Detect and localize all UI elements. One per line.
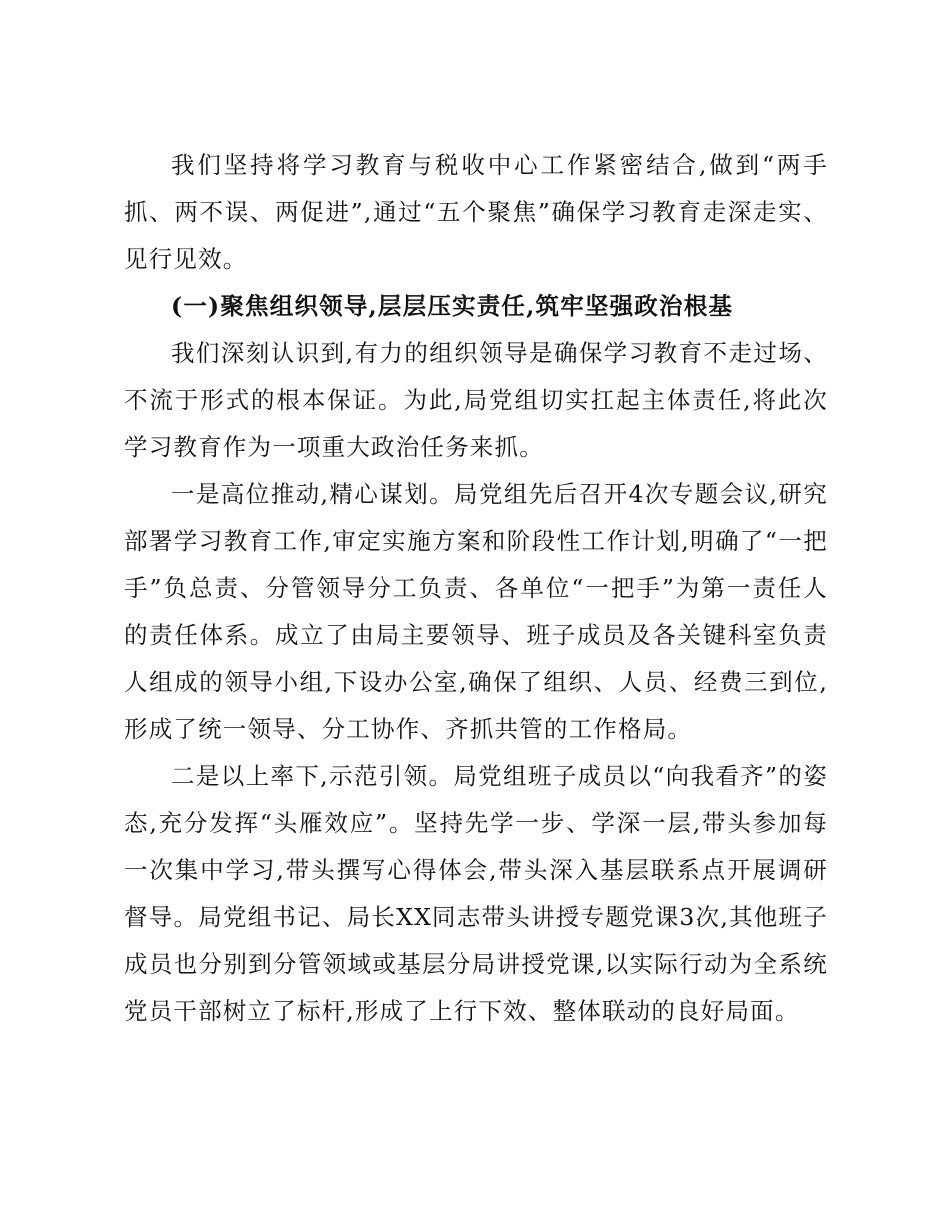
- document-body: [124, 142, 828, 1035]
- section-heading: (一)聚焦组织领导,层层压实责任,筑牢坚强政治根基: [171, 292, 734, 320]
- paragraph-section-intro: 我们深刻认识到,有力的组织领导是确保学习教育不走过场、不流于形式的根本保证。为此,局党组切实扛起主体责任,将此次学习教育作为一项重大政治任务来抓。: [124, 339, 828, 461]
- paragraph-intro: 我们坚持将学习教育与税收中心工作紧密结合,做到“两手抓、两不误、两促进”,通过“五个聚焦”确保学习教育走深走实、见行见效。: [124, 151, 828, 273]
- paragraph-point-one: 一是高位推动,精心谋划。局党组先后召开4次专题会议,研究部署学习教育工作,审定实施方案和阶段性工作计划,明确了“一把手”负总责、分管领导分工负责、各单位“一把手”为第一责任人的责任体系。成立了由局主要领导、班子成员及各关键科室负责人组成的领导小组,下设办公室,确保了组织、人员、经费三到位,形成了统一领导、分工协作、齐抓共管的工作格局。: [124, 480, 828, 743]
- paragraph-point-two: 二是以上率下,示范引领。局党组班子成员以“向我看齐”的姿态,充分发挥“头雁效应”。坚持先学一步、学深一层,带头参加每一次集中学习,带头撰写心得体会,带头深入基层联系点开展调研督导。局党组书记、局长XX同志带头讲授专题党课3次,其他班子成员也分别到分管领域或基层分局讲授党课,以实际行动为全系统党员干部树立了标杆,形成了上行下效、整体联动的良好局面。: [124, 762, 828, 1025]
